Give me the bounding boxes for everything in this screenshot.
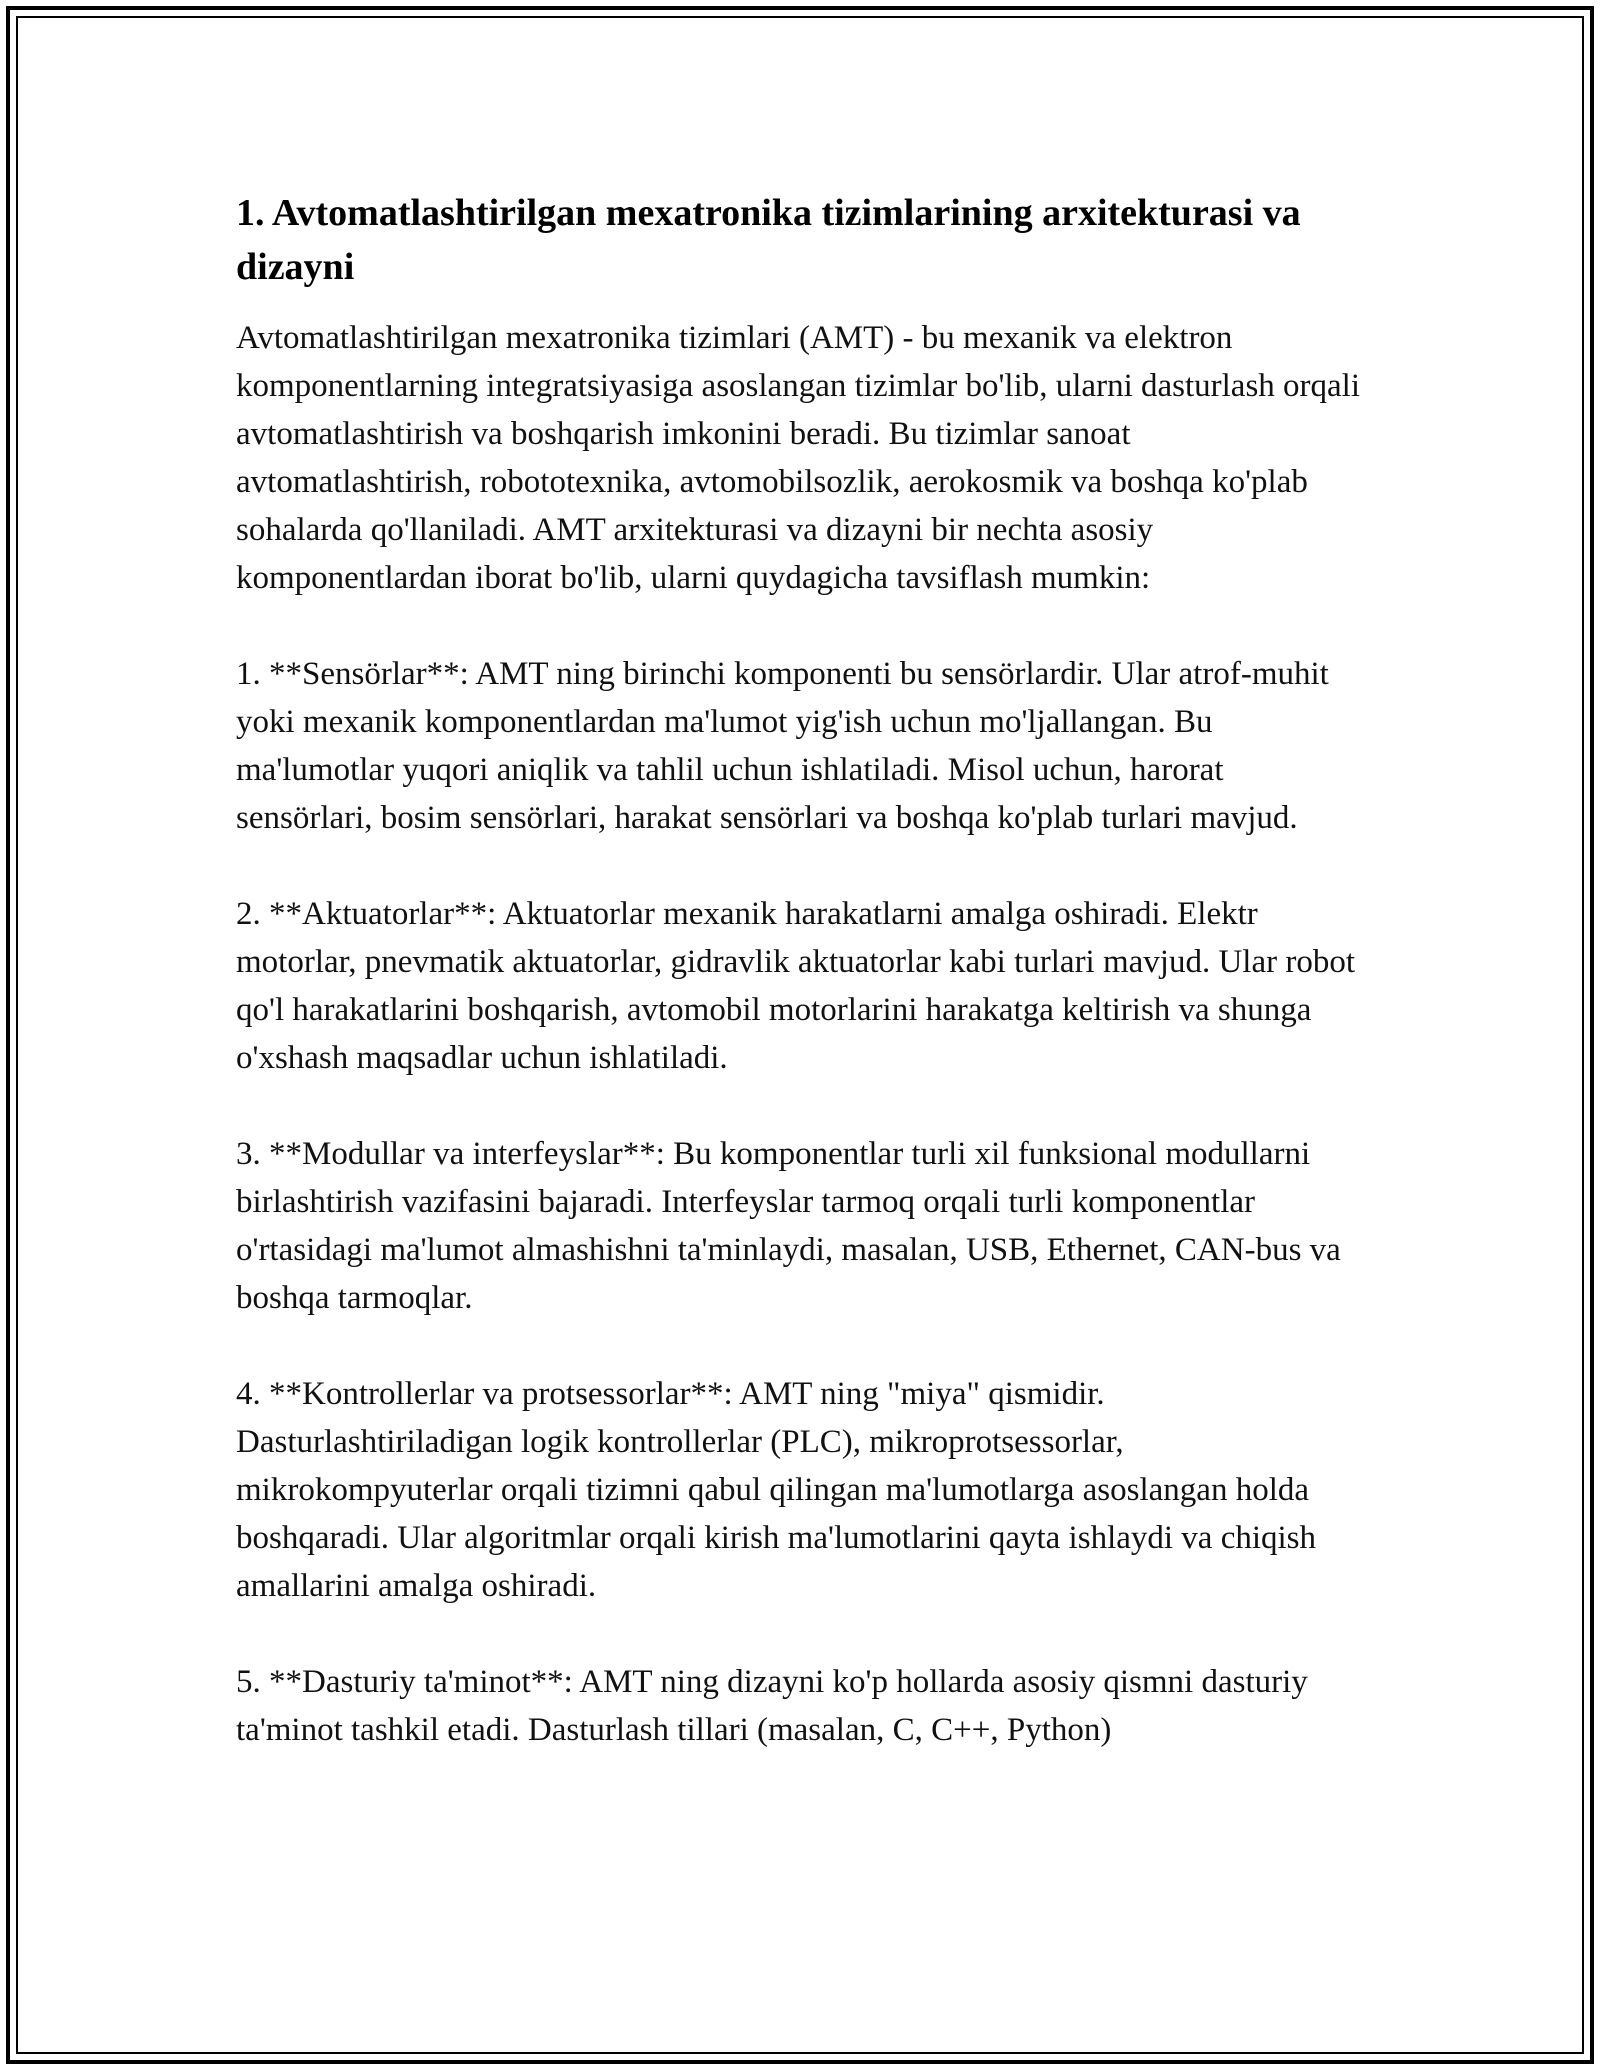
actuators-paragraph: 2. **Aktuatorlar**: Aktuatorlar mexanik harakatlarni amalga oshiradi. Elektr motorlar, pnevmatik aktuatorlar, gidravlik aktuatorlar kabi turlari mavjud. Ular robot qo'l harakatlarini boshqarish, avtomobil motorlarini harakatga keltirish va shunga o'xshash maqsadlar uchun ishlatiladi.	[236, 896, 1356, 1076]
controllers-processors-paragraph: 4. **Kontrollerlar va protsessorlar**: AMT ning "miya" qismidir. Dasturlashtiriladigan logik kontrollerlar (PLC), mikroprotsessorlar, mikrokompyuterlar orqali tizimni qabul qilingan ma'lumotlarga asoslangan holda boshqaradi. Ular algoritmlar orqali kirish ma'lumotlarini qayta ishlaydi va chiqish amallarini amalga oshiradi.	[236, 1376, 1317, 1604]
document-body	[236, 186, 1366, 1754]
modules-interfaces-paragraph: 3. **Modullar va interfeyslar**: Bu komponentlar turli xil funksional modullarni birlashtirish vazifasini bajaradi. Interfeyslar tarmoq orqali turli komponentlar o'rtasidagi ma'lumot almashishni ta'minlaydi, masalan, USB, Ethernet, CAN-bus va boshqa tarmoqlar.	[236, 1136, 1341, 1316]
intro-paragraph: Avtomatlashtirilgan mexatronika tizimlari (AMT) - bu mexanik va elektron komponentlarning integratsiyasiga asoslangan tizimlar bo'lib, ularni dasturlash orqali avtomatlashtirish va boshqarish imkonini beradi. Bu tizimlar sanoat avtomatlashtirish, robototexnika, avtomobilsozlik, aerokosmik va boshqa ko'plab sohalarda qo'llaniladi. AMT arxitekturasi va dizayni bir nechta asosiy komponentlardan iborat bo'lib, ularni quydagicha tavsiflash mumkin:	[236, 320, 1361, 596]
software-paragraph: 5. **Dasturiy ta'minot**: AMT ning dizayni ko'p hollarda asosiy qismni dasturiy ta'minot tashkil etadi. Dasturlash tillari (masalan, C, C++, Python)	[236, 1664, 1308, 1748]
document-title: 1. Avtomatlashtirilgan mexatronika tizimlarining arxitekturasi va dizayni	[236, 192, 1301, 288]
sensors-paragraph: 1. **Sensörlar**: AMT ning birinchi komponenti bu sensörlardir. Ular atrof-muhit yoki mexanik komponentlardan ma'lumot yig'ish uchun mo'ljallangan. Bu ma'lumotlar yuqori aniqlik va tahlil uchun ishlatiladi. Misol uchun, harorat sensörlari, bosim sensörlari, harakat sensörlari va boshqa ko'plab turlari mavjud.	[236, 656, 1329, 836]
